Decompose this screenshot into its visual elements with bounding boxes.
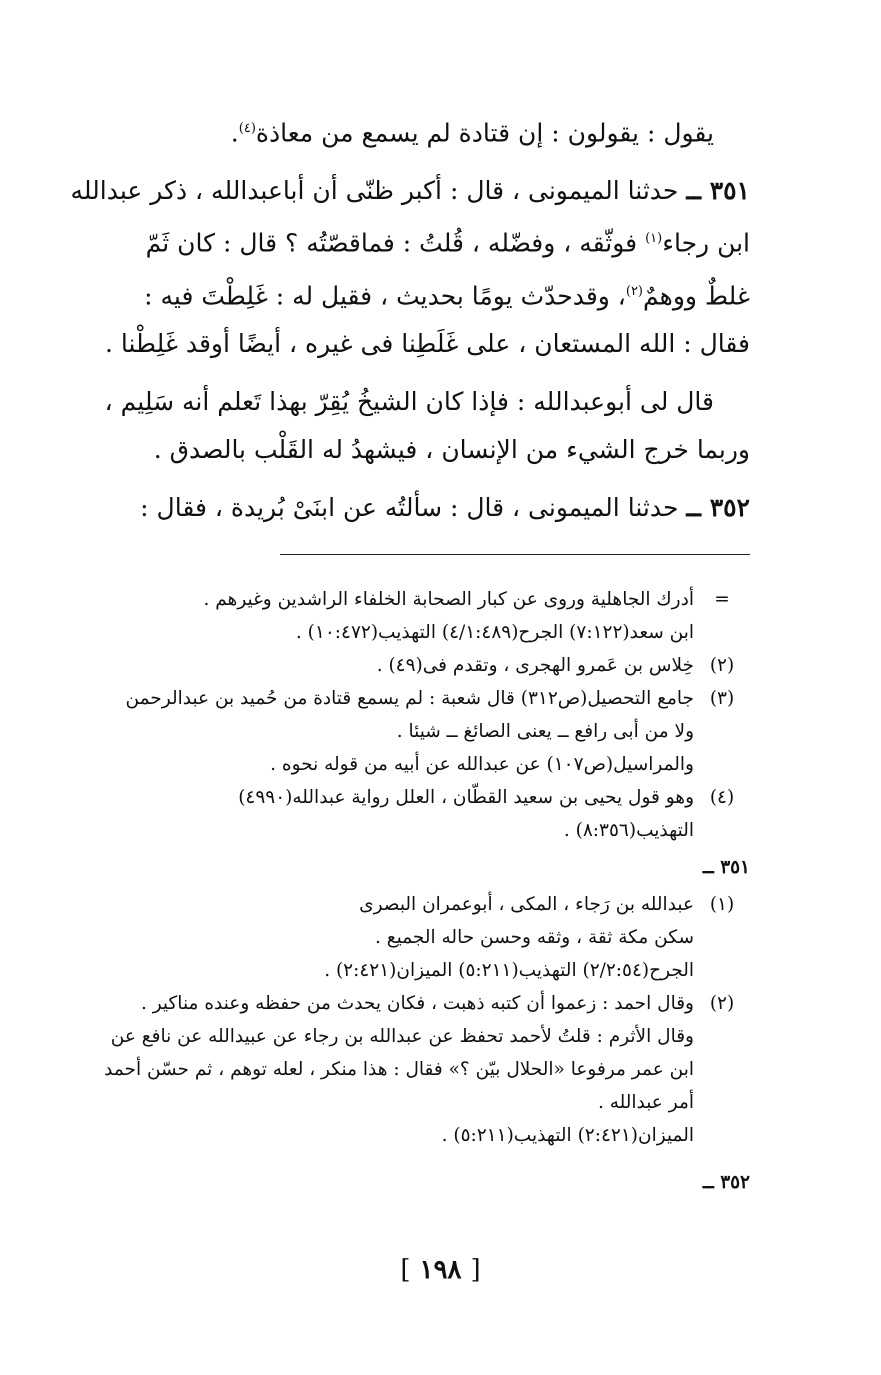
footnote-marker: (١) (709, 893, 735, 915)
footnote-line: سكن مكة ثقة ، وثقه وحسن حاله الجميع . (375, 926, 694, 948)
footnote-line: التهذيب(٨:٣٥٦) . (563, 819, 694, 841)
footnote-3 (70, 682, 750, 781)
text-line (70, 268, 750, 320)
main-text (70, 105, 750, 532)
bracket-open: [ (470, 1255, 481, 1285)
footnote-line: عبدالله بن رَجاء ، المكى ، أبوعمران البصرى (359, 893, 694, 915)
text-line (70, 215, 750, 267)
footnote-351-1 (70, 888, 750, 987)
page-number (0, 1255, 881, 1285)
footnote-line: ولا من أبى رافع ــ يعنى الصائغ ــ شيئا . (396, 720, 694, 742)
footnote-2 (70, 649, 750, 682)
text-line: وربما خرج الشيء من الإنسان ، فيشهدُ له القَلْب بالصدق . (153, 434, 750, 464)
paragraph-number: ٣٥١ ــ (686, 176, 750, 206)
footnote-line: جامع التحصيل(ص٣١٢) قال شعبة : لم يسمع قتادة من حُميد بن عبدالرحمن (125, 687, 694, 709)
footnotes (70, 583, 750, 1199)
text-fragment: غلطٌ ووهمٌ (643, 280, 750, 310)
text-line (70, 484, 750, 532)
footnote-351-2 (70, 987, 750, 1152)
text-fragment: ، وقدحدّث يومًا بحديث ، فقيل له : غَلِطْتَ فيه : (144, 280, 626, 310)
text-fragment: يقول : يقولون : إن قتادة لم يسمع من معاذة (255, 118, 714, 148)
footnote-line: ابن عمر مرفوعا «الحلال بيّن ؟» فقال : هذا منكر ، لعله توهم ، ثم حسّن أحمد (104, 1058, 694, 1080)
footnote-line: ابن سعد(٧:١٢٢) الجرح(٤/١:٤٨٩) التهذيب(١٠:٤٧٢) . (295, 621, 694, 643)
text-fragment: حدثنا الميمونى ، قال : أكبر ظنّى أن أباعبدالله ، ذكر عبدالله (70, 176, 687, 206)
footnote-section-352: ٣٥٢ ــ (702, 1171, 750, 1193)
footnote-line: وقال الأثرم : قلتُ لأحمد تحفظ عن عبدالله بن رجاء عن عبيدالله عن نافع عن (110, 1025, 694, 1047)
footnote-line: والمراسيل(ص١٠٧) عن عبدالله عن أبيه من قوله نحوه . (270, 753, 694, 775)
text-line: قال لى أبوعبدالله : فإذا كان الشيخُ يُقِرّ بهذا تَعلم أنه سَلِيم ، (104, 386, 714, 416)
footnote-marker: (٤) (709, 786, 735, 808)
footnote-line: وهو قول يحيى بن سعيد القطّان ، العلل رواية عبدالله(٤٩٩٠) (238, 786, 694, 808)
footnote-line: الميزان(٢:٤٢١) التهذيب(٥:٢١١) . (441, 1124, 694, 1146)
footnote-ref[interactable]: (١) (645, 231, 663, 247)
text-line (70, 167, 750, 215)
footnote-marker: (٣) (709, 687, 735, 709)
page-number-value: ١٩٨ (419, 1255, 462, 1285)
footnote-marker: (٢) (709, 992, 735, 1014)
footnote-line: أمر عبدالله . (597, 1091, 694, 1113)
text-fragment: حدثنا الميمونى ، قال : سألتُه عن ابنَىْ بُريدة ، فقال : (140, 492, 687, 522)
page-body (70, 105, 750, 1203)
text-line: فقال : الله المستعان ، على غَلَطِنا فى غيره ، أيضًا أوقد غَلِطْنا . (105, 328, 750, 358)
paragraph-352 (70, 484, 750, 532)
text-fragment: فوثّقه ، وفضّله ، قُلتُ : فماقصّتُه ؟ قال : كان ثَمّ (145, 228, 646, 258)
text-fragment: ابن رجاء (662, 228, 750, 258)
text-line (70, 105, 750, 157)
footnote-line: خِلاس بن عَمرو الهجرى ، وتقدم فى(٤٩) . (376, 654, 694, 676)
footnote-line: وقال احمد : زعموا أن كتبه ذهبت ، فكان يحدث من حفظه وعنده مناكير . (140, 992, 694, 1014)
footnote-4 (70, 781, 750, 847)
paragraph-351 (70, 167, 750, 368)
footnote-continuation (70, 583, 750, 649)
paragraph-comment (70, 378, 750, 474)
footnote-separator (280, 554, 750, 555)
footnote-ref[interactable]: (٢) (625, 283, 643, 299)
footnote-section-351: ٣٥١ ــ (702, 856, 750, 878)
bracket-close: ] (400, 1255, 411, 1285)
text-fragment: . (230, 118, 239, 148)
footnote-ref[interactable]: (٤) (238, 121, 256, 136)
footnote-marker: = (714, 588, 730, 610)
footnote-line: أدرك الجاهلية وروى عن كبار الصحابة الخلفاء الراشدين وغيرهم . (203, 588, 694, 610)
footnote-marker: (٢) (709, 654, 735, 676)
paragraph-number: ٣٥٢ ــ (686, 492, 750, 522)
footnote-line: الجرح(٢/٢:٥٤) التهذيب(٥:٢١١) الميزان(٢:٤٢١) . (324, 959, 694, 981)
